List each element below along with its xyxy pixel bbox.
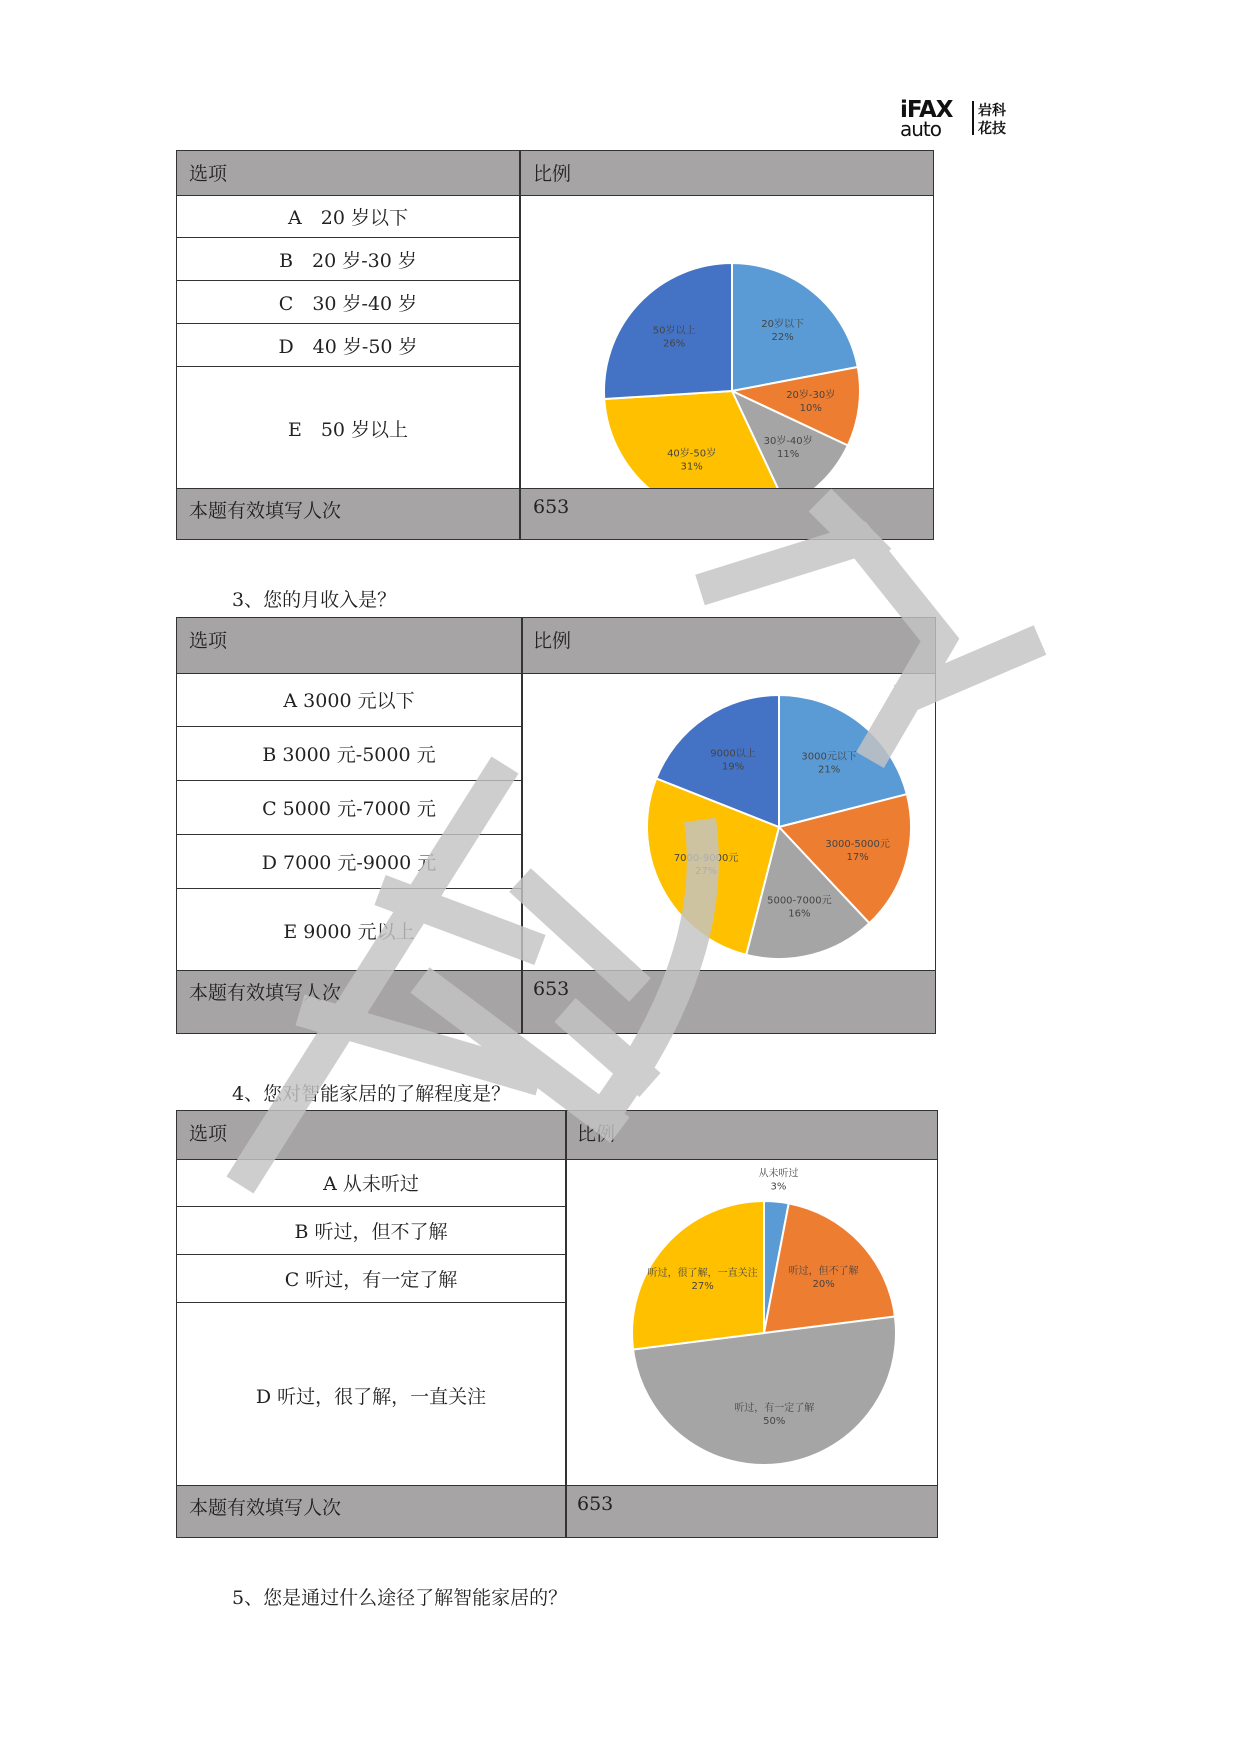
- slice-percent: 17%: [846, 851, 869, 863]
- question-title: 5、您是通过什么途径了解智能家居的？: [232, 1587, 568, 1609]
- slice-percent: 3%: [770, 1181, 787, 1193]
- header-ratio: 比例: [533, 630, 572, 652]
- slice-percent: 21%: [818, 764, 841, 776]
- table-footer: [177, 1485, 937, 1537]
- header-ratio: 比例: [577, 1123, 616, 1145]
- slice-label: 从未听过: [758, 1168, 799, 1180]
- option-row: D 听过，很了解，一直关注: [255, 1385, 487, 1408]
- slice-label: 5000-7000元: [767, 895, 832, 907]
- slice-percent: 19%: [721, 761, 745, 773]
- column-divider: [521, 618, 523, 1033]
- option-row: C 听过，有一定了解: [284, 1269, 458, 1291]
- slice-percent: 10%: [799, 402, 822, 414]
- question-title: 4、您对智能家居的了解程度是？: [232, 1083, 511, 1105]
- slice-label: 3000元以下: [801, 751, 857, 763]
- slice-percent: 16%: [788, 908, 811, 920]
- survey-table-awareness: [176, 1110, 938, 1538]
- header-ratio: 比例: [533, 163, 572, 185]
- option-row: B 3000 元-5000 元: [262, 744, 436, 766]
- logo-line2: auto: [900, 117, 942, 141]
- logo-cn-line1: 岩科: [978, 103, 1006, 119]
- table-header: [177, 618, 935, 674]
- header-option: 选项: [189, 163, 228, 185]
- footer-value: 653: [577, 1493, 614, 1515]
- option-row: A 20 岁以下: [288, 206, 408, 229]
- option-row: E 50 岁以上: [287, 418, 409, 441]
- option-row: B 听过，但不了解: [294, 1221, 448, 1243]
- option-row: E 9000 元以上: [283, 920, 415, 943]
- logo-divider: [972, 101, 974, 135]
- slice-label: 听过，但不了解: [788, 1265, 859, 1277]
- table-footer: [177, 970, 935, 1033]
- footer-label: 本题有效填写人次: [189, 982, 342, 1004]
- option-row: D 40 岁-50 岁: [278, 335, 418, 358]
- header-option: 选项: [189, 1123, 228, 1145]
- slice-label: 9000以上: [710, 748, 756, 760]
- survey-table-age: [176, 150, 934, 540]
- column-divider: [519, 151, 521, 539]
- slice-label: 听过，有一定了解: [734, 1403, 815, 1415]
- footer-value: 653: [533, 496, 570, 518]
- question-title: 3、您的月收入是？: [232, 589, 397, 611]
- logo-cn-line2: 花技: [978, 121, 1006, 137]
- slice-percent: 22%: [771, 331, 794, 343]
- option-row: C 5000 元-7000 元: [262, 798, 436, 820]
- footer-label: 本题有效填写人次: [189, 500, 342, 522]
- slice-percent: 20%: [812, 1278, 835, 1290]
- option-row: A 3000 元以下: [283, 690, 415, 712]
- option-row: C 30 岁-40 岁: [278, 292, 418, 315]
- slice-percent: 27%: [694, 866, 718, 878]
- table-footer: [177, 488, 933, 539]
- option-row: B 20 岁-30 岁: [279, 249, 417, 272]
- option-row: D 7000 元-9000 元: [261, 852, 437, 874]
- slice-percent: 50%: [763, 1416, 786, 1428]
- table-header: [177, 151, 933, 196]
- footer-value: 653: [533, 978, 570, 1000]
- slice-label: 30岁-40岁: [763, 436, 813, 448]
- table-header: [177, 1111, 937, 1160]
- pie-chart: [566, 1159, 937, 1487]
- slice-label: 50岁以上: [652, 325, 696, 337]
- slice-label: 听过，很了解，一直关注: [647, 1267, 758, 1279]
- slice-percent: 31%: [680, 461, 703, 473]
- slice-percent: 11%: [776, 449, 800, 461]
- slice-label: 40岁-50岁: [667, 448, 717, 460]
- column-divider: [565, 1111, 567, 1537]
- slice-label: 20岁以下: [761, 318, 804, 330]
- slice-label: 20岁-30岁: [786, 389, 836, 401]
- logo-line1: iFAX: [900, 97, 953, 123]
- option-row: A 从未听过: [323, 1173, 419, 1195]
- header-option: 选项: [189, 630, 228, 652]
- footer-label: 本题有效填写人次: [189, 1497, 342, 1519]
- slice-percent: 26%: [663, 338, 686, 350]
- slice-label: 3000-5000元: [825, 838, 890, 850]
- pie-chart: [520, 195, 933, 489]
- slice-label: 7000-9000元: [673, 853, 739, 865]
- slice-percent: 27%: [691, 1280, 714, 1292]
- pie-chart: [522, 673, 935, 971]
- brand-logo: [900, 97, 1018, 141]
- survey-table-income: [176, 617, 936, 1034]
